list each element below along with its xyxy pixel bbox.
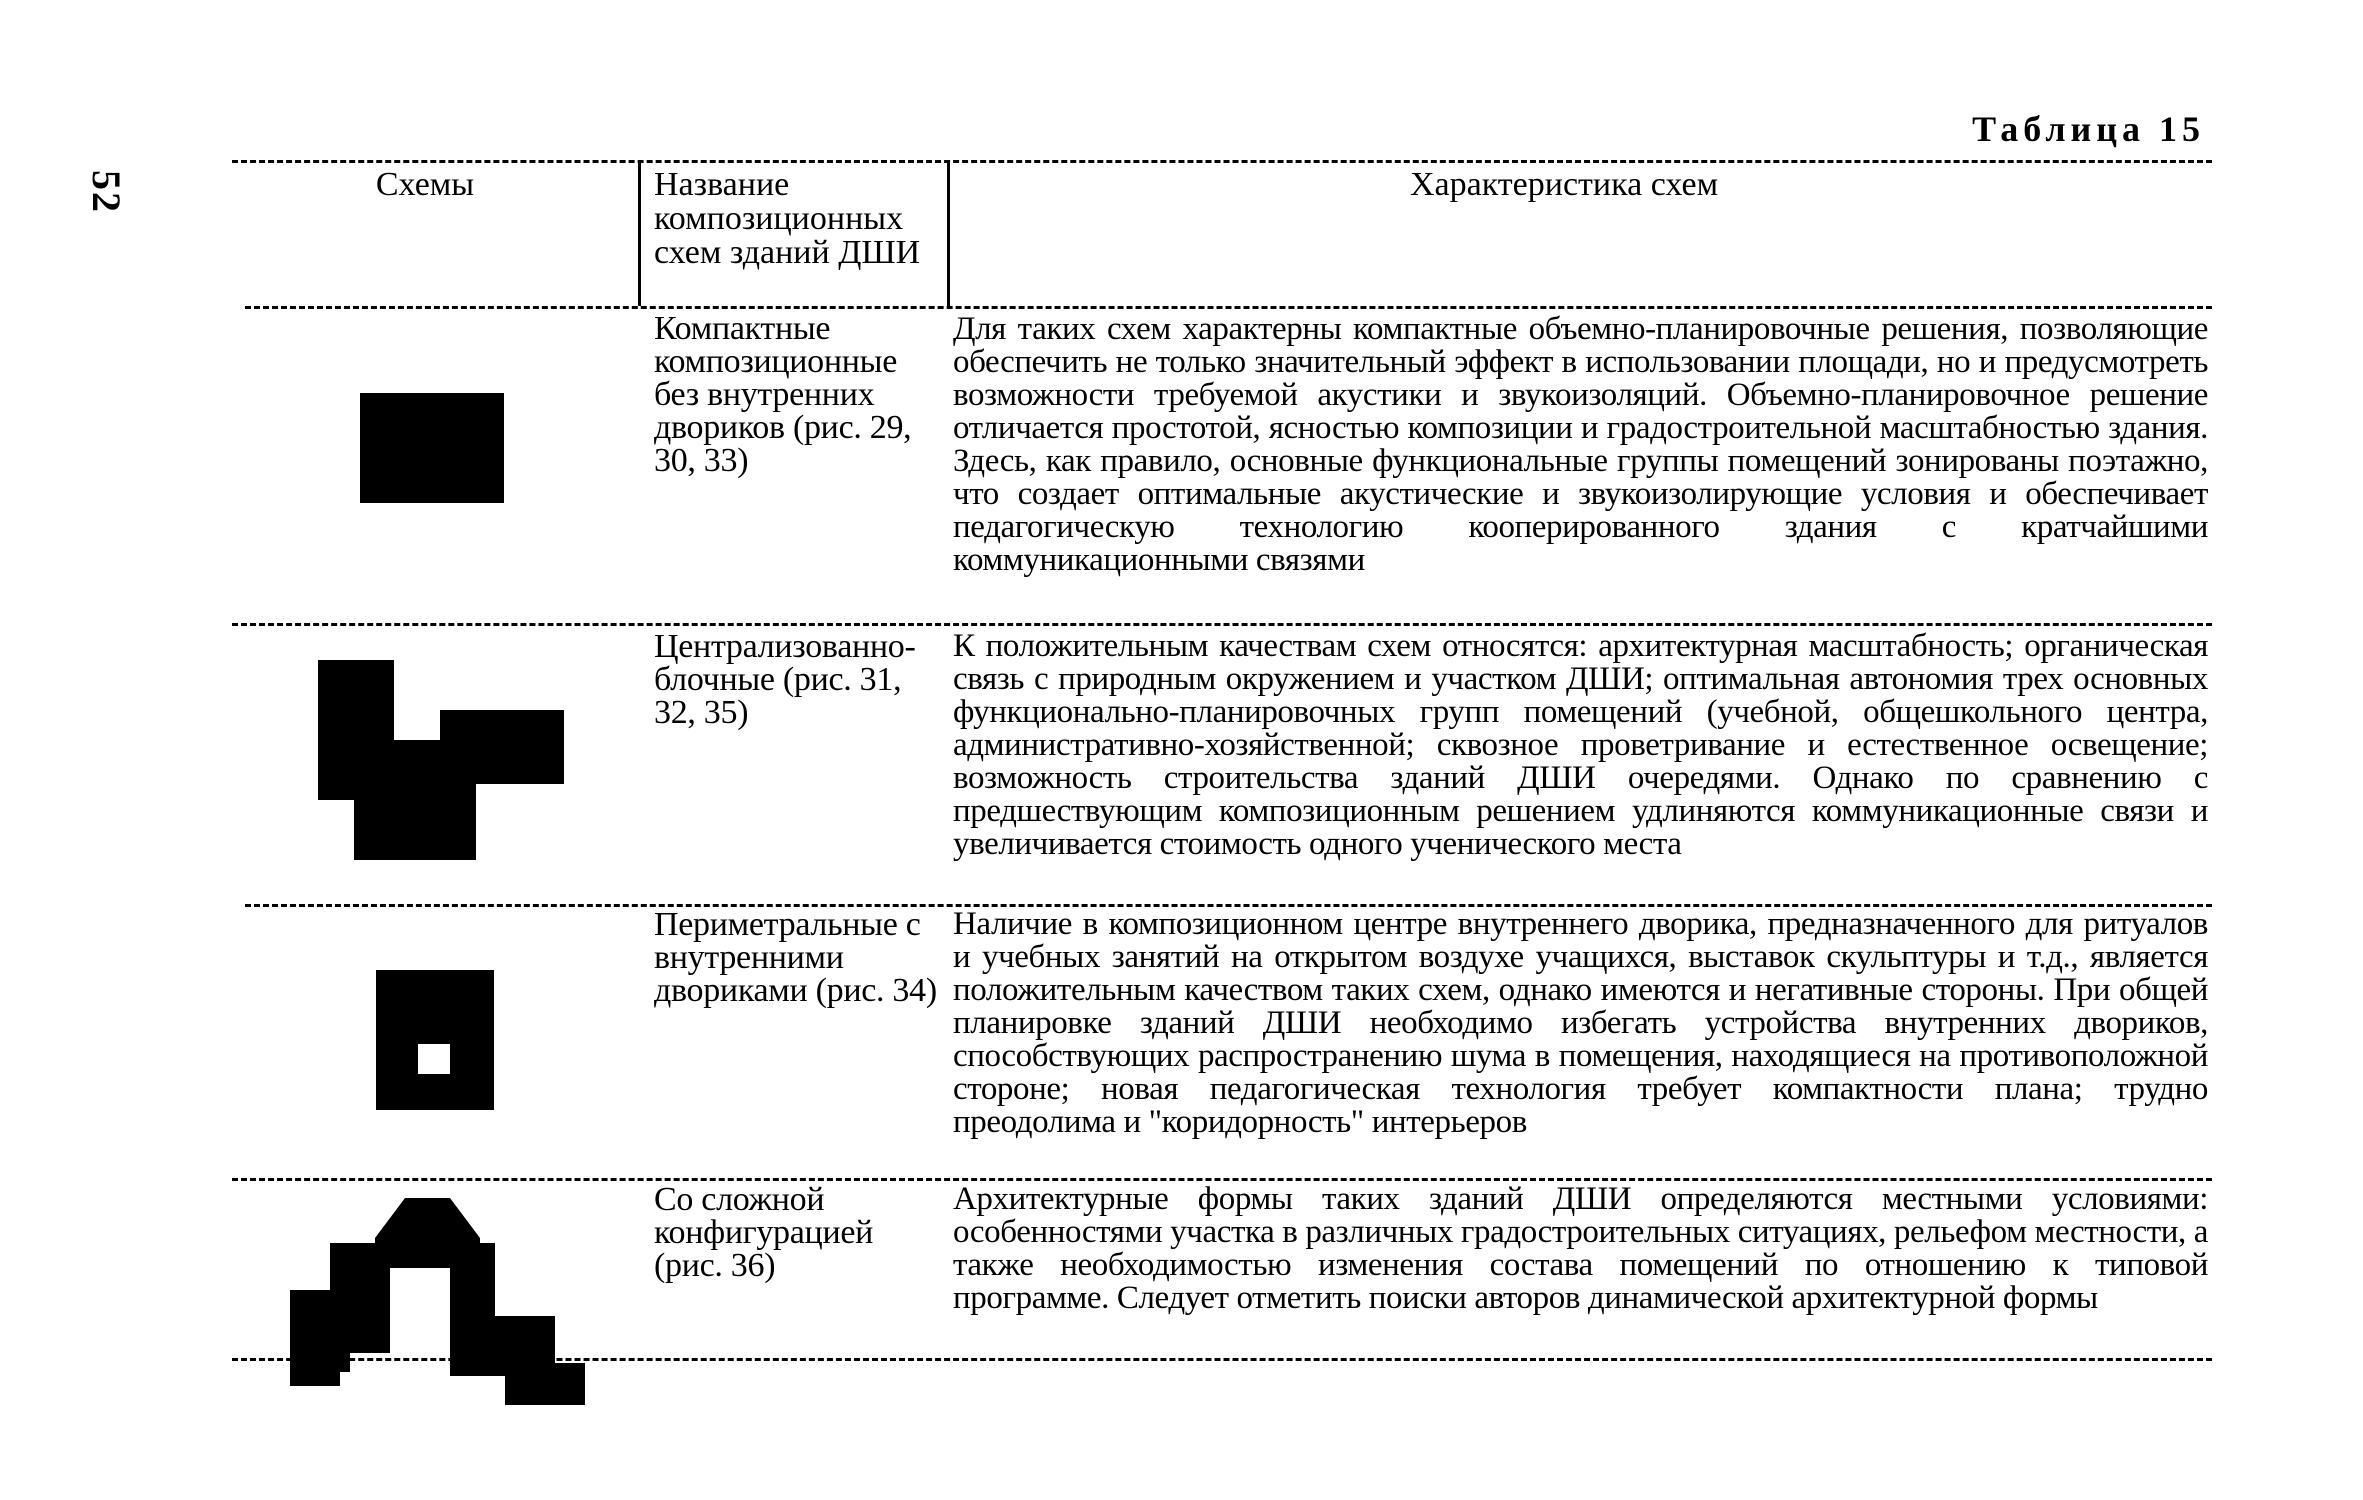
scheme-description: Архитектурные формы таких зданий ДШИ определяются местными условиями: особенностями участка в различных градостроительных ситуациях, рельефом местности, а также необходимостью изменения состава помещений по отношению к типовой программе. Следует отметить поиски авторов динамической архитектурной формы bbox=[953, 1181, 2208, 1316]
perimeter-scheme-icon bbox=[376, 970, 494, 1110]
table-top-rule bbox=[232, 160, 2212, 163]
block-scheme-icon bbox=[318, 660, 564, 860]
courtyard bbox=[418, 1044, 450, 1074]
row-divider bbox=[232, 623, 2212, 626]
header-column-divider bbox=[947, 160, 950, 306]
scheme-description: Наличие в композиционном центре внутреннего дворика, предназначенного для ритуалов и учебных занятий на открытом воздухе учащихся, выставок скульптуры и т.д., является положительным качеством таких схем, однако имеются и негативные стороны. При общей планировке зданий ДШИ необходимо избегать устройства внутренних двориков, способствующих распространению шума в помещения, находящиеся на противоположной стороне; новая педагогическая технология требует компактности плана; трудно преодолима и "коридорность" интерьеров bbox=[953, 906, 2208, 1140]
scheme-description: К положительным качествам схем относятся: архитектурная масштабность; органическая связь с природным окружением и участком ДШИ; оптимальная автономия трех основных функционально-планировочных групп помещений (учебной, общешкольного центра, административно-хозяйственной; сквозное проветривание и естественное освещение; возможность строительства зданий ДШИ очередями. Однако по сравнению с предшествующим композиционным решением удлиняются коммуникационные связи и увеличивается стоимость одного ученического места bbox=[953, 628, 2208, 862]
scheme-name: Централизованно-блочные (рис. 31, 32, 35) bbox=[654, 628, 916, 731]
scheme-name: Компактные композиционные без внутренних двориков (рис. 29, 30, 33) bbox=[654, 310, 912, 479]
header-scheme-name: Название композиционных схем зданий ДШИ bbox=[654, 166, 921, 271]
complex-scheme-icon bbox=[290, 1198, 600, 1408]
scheme-description: Для таких схем характерны компактные объемно-планировочные решения, позволяющие обеспечить не только значительный эффект в использовании площади, но и предусмотреть возможности требуемой акустики и звукоизоляций. Объемно-планировочное решение отличается простотой, ясностью композиции и градостроительной масштабностью здания. Здесь, как правило, основные функциональные группы помещений зонированы поэтажно, что создает оптимальные акустические и звукоизолирующие условия и обеспечивает педагогическую технологию кооперированного здания с кратчайшими коммуникационными связями bbox=[953, 311, 2208, 578]
scheme-name: Периметральные с внутренними двориками (рис. 34) bbox=[654, 906, 937, 1009]
header-bottom-rule bbox=[245, 306, 2212, 309]
table-label: Таблица 15 bbox=[1972, 109, 2205, 149]
compact-scheme-icon bbox=[360, 393, 504, 503]
scheme-name: Со сложной конфигурацией (рис. 36) bbox=[654, 1181, 874, 1284]
header-column-divider bbox=[638, 160, 641, 306]
header-schemes: Схемы bbox=[375, 166, 475, 203]
page-number: 52 bbox=[84, 170, 129, 214]
header-characteristics: Характеристика схем bbox=[1410, 166, 1719, 203]
